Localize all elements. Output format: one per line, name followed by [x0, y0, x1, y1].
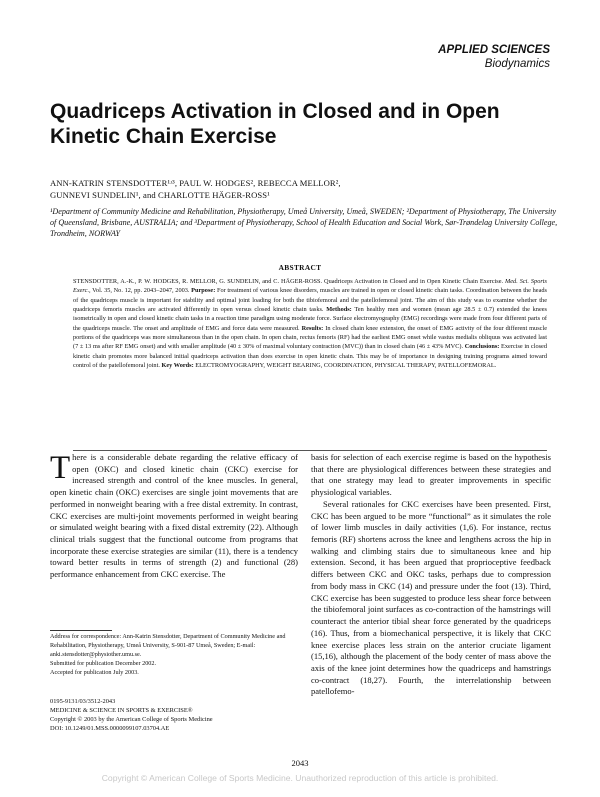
body-column-right: [311, 452, 551, 698]
journal-name: MEDICINE & SCIENCE IN SPORTS & EXERCISE®: [50, 707, 193, 715]
paragraph-continuation: basis for selection of each exercise regime is based on the hypothesis that there are physiological differences between these strategies and that one strategy may lead to greater improvements in specific physiological variables.: [311, 452, 551, 498]
accepted-date: Accepted for publication July 2003.: [50, 668, 139, 676]
purpose-text: For treatment of various knee disorders, muscles are trained in open or closed kinetic chain tasks. Coordination between the heads of the quadriceps muscle is important for stability and optimal joint loading for both the tibiofemoral and the patellofemoral joint. The aim of this study was to examine whether the quadriceps femoris muscles are activated differently in open versus closed kinetic chain tasks.: [73, 287, 547, 313]
abstract-heading: ABSTRACT: [278, 263, 322, 272]
methods-text: Ten healthy men and women (mean age 28.5 ± 0.7) extended the knees isometrically in open and closed kinetic chain tasks in a reaction time paradigm using moderate force. Surface electromyography (EMG) recordings were made from four different parts of the quadriceps muscle. The onset and amplitude of EMG and force data were measured.: [73, 305, 547, 332]
drop-cap: T: [50, 450, 71, 486]
section-label: APPLIED SCIENCES: [438, 44, 550, 56]
methods-label: Methods:: [326, 305, 352, 313]
keywords-label: Key Words:: [161, 361, 194, 369]
copyright-watermark: Copyright © American College of Sports Medicine. Unauthorized reproduction of this article is prohibited.: [101, 773, 499, 783]
abstract-body: [73, 277, 547, 370]
correspondence-footnote: [50, 633, 300, 678]
author-line-2: GUNNEVI SUNDELIN¹, and CHARLOTTE HÄGER-ROSS¹: [50, 190, 270, 201]
journal-metadata: [50, 697, 300, 733]
doi: DOI: 10.1249/01.MSS.0000099107.03704.AE: [50, 725, 170, 733]
abstract-citation-details: Vol. 35, No. 12, pp. 2043–2047, 2003.: [90, 287, 192, 295]
submitted-date: Submitted for publication December 2002.: [50, 659, 157, 667]
issn: 0195-9131/03/3512-2043: [50, 698, 116, 705]
paragraph-rationales: Several rationales for CKC exercises have been presented. First, CKC has been argued to be more “functional” as it simulates the role of lower limb muscles in daily activities (1,6). For instance, rectus femoris (RF) shortens across the knee and lengthens across the hip in walking and climbing stairs due to simultaneous knee and hip extension. Second, it has been argued that proprioceptive feedback differs between CKC and OKC tasks, perhaps due to compression from body mass in CKC (14) and pressure under the foot (13). Third, CKC exercise has been suggested to produce less shear force between the tibiofemoral joint surfaces as co-contraction of the hamstrings will counteract the anterior tibial shear force generated by the quadriceps (16). Thus, from a biomechanical perspective, it is likely that CKC knee exercise places less strain on the anterior cruciate ligament (15,16), although the placement of the body center of mass above the axis of the knee joint determines how the quadriceps and hamstrings co-contract (18,27). Fourth, the interrelationship between patellofemo-: [311, 498, 551, 697]
abstract-divider: [73, 450, 547, 451]
abstract-citation-authors: STENSDOTTER, A.-K., P. W. HODGES, R. MELLOR, G. SUNDELIN, and C. HÄGER-ROSS. Quadriceps Activation in Closed and in Open Kinetic Chain Exercise.: [73, 278, 506, 285]
keywords-text: ELECTROMYOGRAPHY, WEIGHT BEARING, COORDINATION, PHYSICAL THERAPY, PATELLOFEMORAL.: [193, 361, 497, 369]
section-header: [438, 44, 550, 72]
journal-copyright: Copyright © 2003 by the American College of Sports Medicine: [50, 716, 213, 724]
results-text: In closed chain knee extension, the onset of EMG activity of the four different muscle portions of the quadriceps was more simultaneous than in the open chain. In open chain, rectus femoris (RF) had the earliest EMG onset while vastus medialis obliquus was activated last (7 ± 13 ms after RF EMG onset) and with smaller amplitude (40 ± 30% of maximal voluntary contraction (MVC)) than in closed chain (46 ± 43% MVC).: [73, 324, 547, 351]
conclusions-label: Conclusions:: [464, 343, 500, 351]
author-line-1: ANN-KATRIN STENSDOTTER¹ʴ³, PAUL W. HODGES², REBECCA MELLOR²,: [50, 178, 341, 188]
page-number: 2043: [291, 758, 309, 768]
abstract-citation-journal: Med. Sci. Sports Exerc.,: [73, 278, 547, 295]
results-label: Results:: [301, 324, 324, 332]
article-title: Quadriceps Activation in Closed and in Open Kinetic Chain Exercise: [50, 100, 500, 148]
correspondence-address: Address for correspondence: Ann-Katrin Stensdotter, Department of Community Medicine and Rehabilitation, Physiotherapy, Umeå University, S-901-87 Umeå, Sweden; E-mail: anki.stensdotter@physiother.umu.se.: [50, 633, 286, 658]
subsection-label: Biodynamics: [484, 57, 550, 70]
intro-paragraph: here is a considerable debate regarding the relative efficacy of open (OKC) and closed kinetic chain (CKC) exercise for increased strength and control of the knee muscles. In general, open kinetic chain (OKC) exercises are single joint movements that are performed in nonweight bearing with a free distal extremity. In contrast, CKC exercises are multi-joint movements performed in weight bearing or simulated weight bearing with a fixed distal extremity (22). Although clinical trials suggest that the functional outcome from programs that incorporate these exercise strategies are similar (11), there is a tendency toward better results in terms of strength (2) and functional (28) performance enhancement from CKC exercise. The: [50, 452, 298, 580]
footnote-rule: [50, 630, 112, 631]
conclusions-text: Exercise in closed kinetic chain promotes more balanced initial quadriceps activation than does exercise in open kinetic chain. This may be of importance in designing training programs aimed toward control of the patellofemoral joint.: [73, 343, 547, 369]
author-list: [50, 177, 550, 202]
purpose-label: Purpose:: [191, 287, 216, 295]
affiliations: ¹Department of Community Medicine and Rehabilitation, Physiotherapy, Umeå University, Umeå, SWEDEN; ²Department of Physiotherapy, The University of Queensland, Brisbane, AUSTRALIA; and ³Department of Physiotherapy, School of Health Education and Social Work, Sør-Trøndelag University College, Trondheim, NORWAY: [50, 207, 558, 238]
body-column-left: [50, 452, 298, 581]
